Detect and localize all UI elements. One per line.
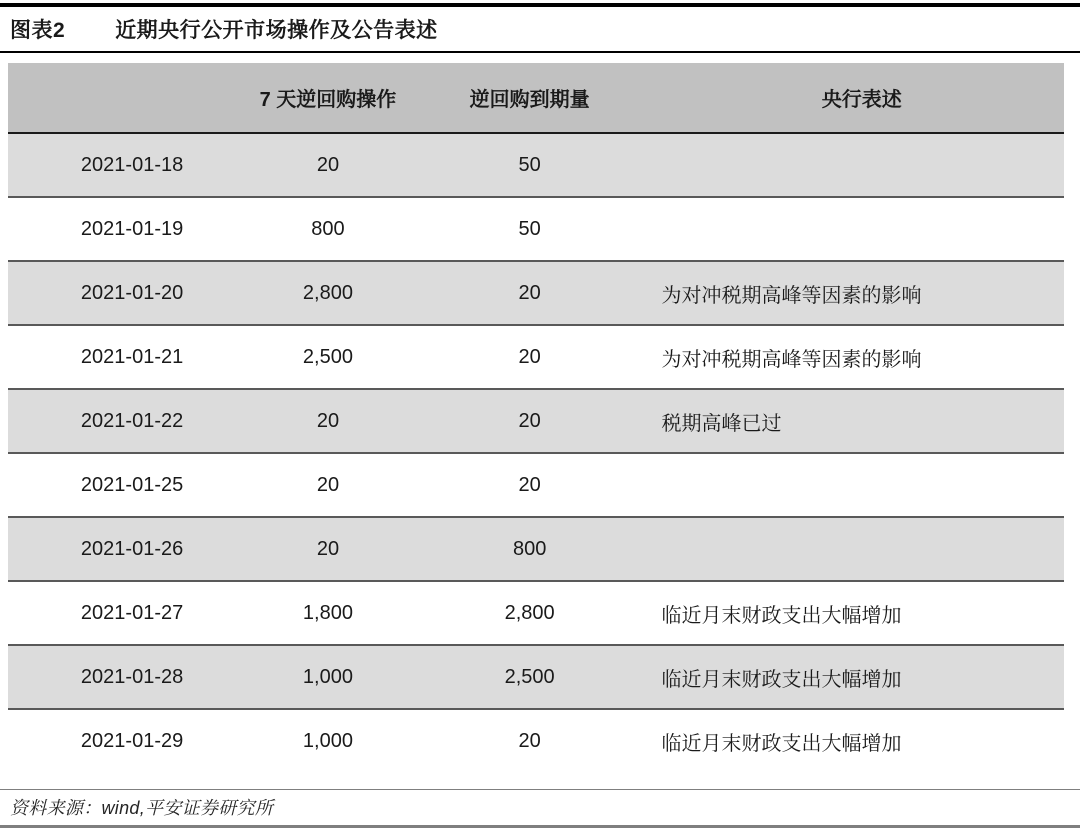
repo-op-cell: 20 (256, 453, 400, 517)
operations-table-container (8, 63, 1064, 773)
table-row (8, 581, 1064, 645)
table-row (8, 645, 1064, 709)
repo-maturity-cell: 2,800 (400, 581, 660, 645)
table-row (8, 197, 1064, 261)
figure-number-label: 图表2 (10, 19, 66, 42)
date-cell: 2021-01-21 (8, 325, 256, 389)
repo-op-cell: 1,000 (302, 730, 353, 752)
date-cell: 2021-01-26 (8, 517, 256, 581)
repo-maturity-cell: 20 (400, 261, 660, 325)
repo-op-cell: 1,800 (256, 581, 400, 645)
repo-op-column-header: 7 天逆回购操作 (256, 63, 400, 133)
source-text: 资料来源：wind,平安证券研究所 (10, 798, 274, 818)
header-row (8, 63, 1064, 133)
date-cell: 2021-01-20 (8, 261, 256, 325)
table-row (8, 709, 1064, 773)
repo-op-cell: 20 (256, 133, 400, 197)
pboc-statement-cell (660, 197, 1064, 261)
source-footer (0, 789, 1080, 828)
date-cell: 2021-01-27 (8, 581, 256, 645)
table-row (8, 389, 1064, 453)
pboc-statement-cell (660, 517, 1064, 581)
repo-maturity-cell: 20 (400, 389, 660, 453)
pboc-statement-column-header: 央行表述 (660, 63, 1064, 133)
pboc-statement-cell: 临近月末财政支出大幅增加 (661, 733, 902, 755)
repo-op-cell: 1,000 (256, 645, 400, 709)
repo-op-cell: 20 (256, 517, 400, 581)
repo-maturity-cell: 20 (400, 325, 660, 389)
date-cell: 2021-01-28 (8, 645, 256, 709)
repo-op-cell: 2,500 (256, 325, 400, 389)
table-row (8, 261, 1064, 325)
date-cell: 2021-01-22 (8, 389, 256, 453)
table-row (8, 453, 1064, 517)
pboc-statement-cell (660, 453, 1064, 517)
date-cell: 2021-01-25 (8, 453, 256, 517)
repo-maturity-cell: 800 (400, 517, 660, 581)
repo-op-cell: 20 (256, 389, 400, 453)
repo-maturity-cell: 50 (400, 133, 660, 197)
pboc-statement-cell: 税期高峰已过 (660, 389, 1064, 453)
repo-maturity-cell: 50 (400, 197, 660, 261)
date-cell: 2021-01-19 (8, 197, 256, 261)
pboc-statement-cell (660, 133, 1064, 197)
table-row (8, 325, 1064, 389)
repo-maturity-column-header: 逆回购到期量 (400, 63, 660, 133)
table-header (8, 63, 1064, 133)
pboc-statement-cell: 为对冲税期高峰等因素的影响 (660, 325, 1064, 389)
repo-op-cell: 2,800 (256, 261, 400, 325)
operations-table (8, 63, 1064, 773)
repo-op-cell: 800 (256, 197, 400, 261)
repo-maturity-cell: 20 (400, 453, 660, 517)
report-figure-page (0, 3, 1080, 824)
date-cell: 2021-01-18 (8, 133, 256, 197)
repo-maturity-cell: 20 (518, 730, 541, 752)
pboc-statement-cell: 临近月末财政支出大幅增加 (660, 581, 1064, 645)
date-cell: 2021-01-29 (80, 730, 184, 752)
pboc-statement-cell: 为对冲税期高峰等因素的影响 (660, 261, 1064, 325)
date-column-header (8, 63, 256, 133)
pboc-statement-cell: 临近月末财政支出大幅增加 (660, 645, 1064, 709)
figure-title: 近期央行公开市场操作及公告表述 (115, 19, 438, 42)
table-row (8, 517, 1064, 581)
figure-title-bar (0, 3, 1080, 53)
repo-maturity-cell: 2,500 (400, 645, 660, 709)
table-row (8, 133, 1064, 197)
table-body (8, 133, 1064, 773)
